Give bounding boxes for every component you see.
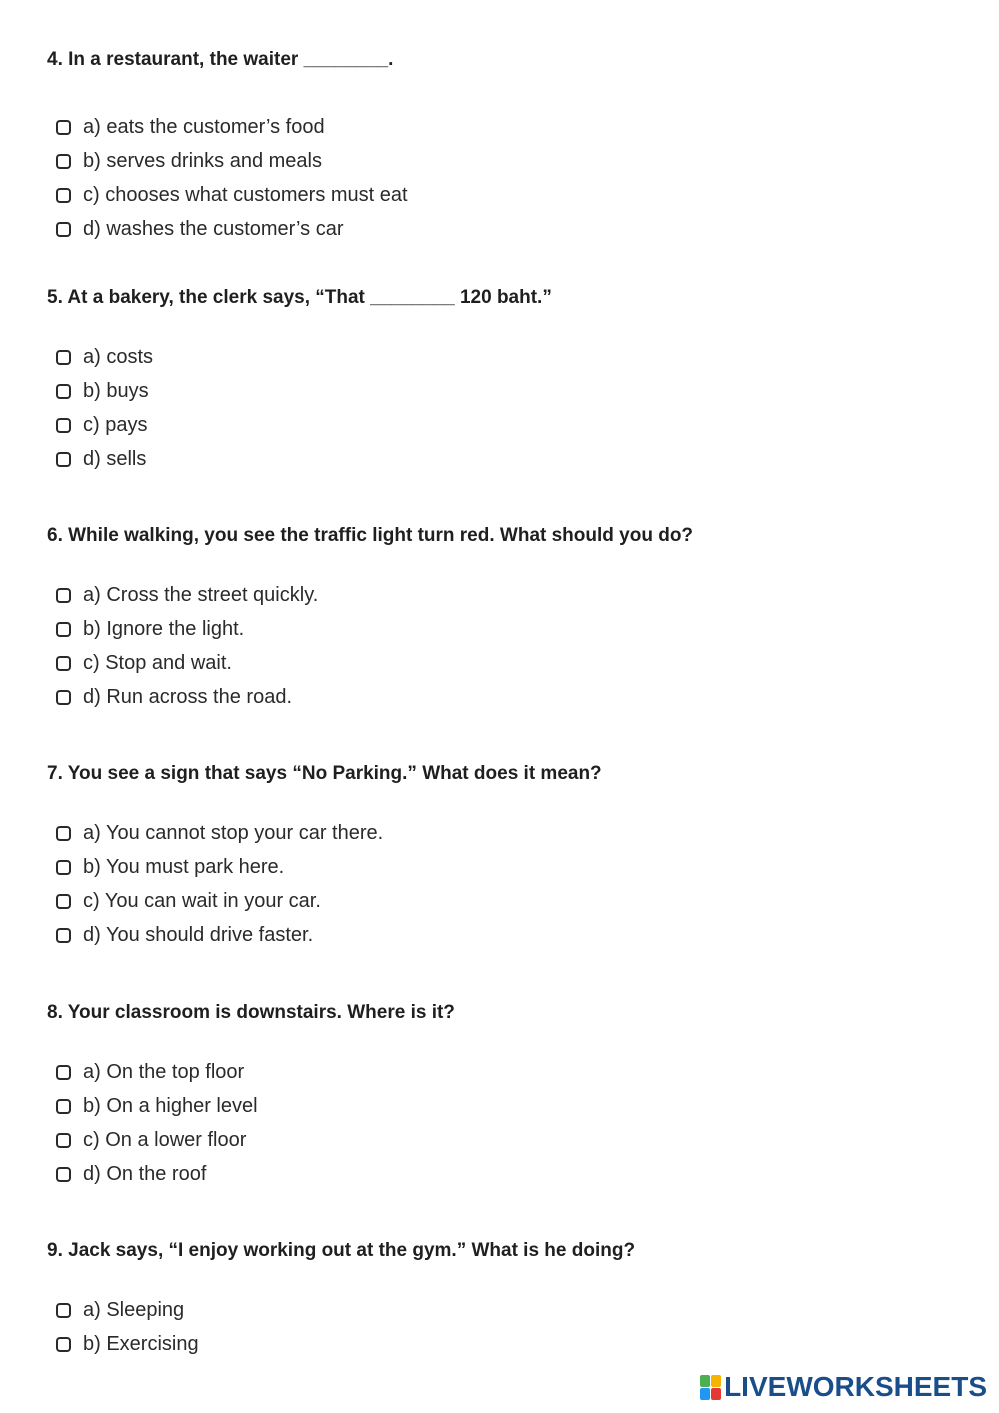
option-a[interactable] xyxy=(56,110,947,144)
options-list xyxy=(47,816,947,952)
question-text: 8. Your classroom is downstairs. Where is it? xyxy=(47,1002,455,1023)
option-label: d) You should drive faster. xyxy=(83,923,314,946)
logo-blocks-icon xyxy=(700,1375,721,1400)
option-c[interactable] xyxy=(56,884,947,918)
option-label: d) sells xyxy=(83,447,147,470)
logo-block xyxy=(700,1375,710,1387)
options-list xyxy=(47,578,947,714)
option-d[interactable] xyxy=(56,1157,947,1191)
logo-block xyxy=(700,1388,710,1400)
checkbox[interactable] xyxy=(56,222,71,237)
option-d[interactable] xyxy=(56,918,947,952)
option-b[interactable] xyxy=(56,850,947,884)
option-c[interactable] xyxy=(56,1123,947,1157)
option-label: c) chooses what customers must eat xyxy=(83,183,408,206)
option-a[interactable] xyxy=(56,1293,947,1327)
logo-block xyxy=(711,1375,721,1387)
option-c[interactable] xyxy=(56,178,947,212)
question-9 xyxy=(47,1239,947,1361)
checkbox[interactable] xyxy=(56,350,71,365)
option-label: c) pays xyxy=(83,413,148,436)
option-d[interactable] xyxy=(56,442,947,476)
option-label: b) Exercising xyxy=(83,1332,199,1355)
option-label: a) On the top floor xyxy=(83,1060,245,1083)
option-label: c) You can wait in your car. xyxy=(83,889,321,912)
option-label: a) Sleeping xyxy=(83,1298,185,1321)
checkbox[interactable] xyxy=(56,860,71,875)
option-label: c) Stop and wait. xyxy=(83,651,232,674)
option-c[interactable] xyxy=(56,408,947,442)
checkbox[interactable] xyxy=(56,588,71,603)
option-a[interactable] xyxy=(56,1055,947,1089)
logo-text: LIVEWORKSHEETS xyxy=(724,1371,987,1402)
question-4 xyxy=(47,48,947,246)
question-text: 5. At a bakery, the clerk says, “That ________ 120 baht.” xyxy=(47,287,552,308)
liveworksheets-logo xyxy=(700,1371,987,1403)
option-c[interactable] xyxy=(56,646,947,680)
option-b[interactable] xyxy=(56,374,947,408)
checkbox[interactable] xyxy=(56,1099,71,1114)
question-6 xyxy=(47,524,947,714)
option-label: a) costs xyxy=(83,345,154,368)
option-label: a) Cross the street quickly. xyxy=(83,583,319,606)
option-a[interactable] xyxy=(56,816,947,850)
options-list xyxy=(47,1055,947,1191)
option-label: c) On a lower floor xyxy=(83,1128,247,1151)
checkbox[interactable] xyxy=(56,188,71,203)
option-d[interactable] xyxy=(56,680,947,714)
checkbox[interactable] xyxy=(56,1065,71,1080)
checkbox[interactable] xyxy=(56,894,71,909)
options-list xyxy=(47,110,947,246)
checkbox[interactable] xyxy=(56,1303,71,1318)
question-8 xyxy=(47,1001,947,1191)
checkbox[interactable] xyxy=(56,452,71,467)
option-label: b) You must park here. xyxy=(83,855,285,878)
option-a[interactable] xyxy=(56,340,947,374)
checkbox[interactable] xyxy=(56,120,71,135)
option-d[interactable] xyxy=(56,212,947,246)
checkbox[interactable] xyxy=(56,1337,71,1352)
question-5 xyxy=(47,286,947,476)
option-a[interactable] xyxy=(56,578,947,612)
checkbox[interactable] xyxy=(56,1133,71,1148)
options-list xyxy=(47,1293,947,1361)
question-7 xyxy=(47,762,947,952)
logo-block xyxy=(711,1388,721,1400)
option-label: b) Ignore the light. xyxy=(83,617,245,640)
option-b[interactable] xyxy=(56,1089,947,1123)
option-label: d) Run across the road. xyxy=(83,685,292,708)
checkbox[interactable] xyxy=(56,690,71,705)
option-b[interactable] xyxy=(56,612,947,646)
question-text: 6. While walking, you see the traffic light turn red. What should you do? xyxy=(47,525,694,546)
option-label: a) eats the customer’s food xyxy=(83,115,325,138)
checkbox[interactable] xyxy=(56,656,71,671)
option-label: d) washes the customer’s car xyxy=(83,217,344,240)
checkbox[interactable] xyxy=(56,826,71,841)
checkbox[interactable] xyxy=(56,1167,71,1182)
option-b[interactable] xyxy=(56,1327,947,1361)
option-label: b) buys xyxy=(83,379,149,402)
option-label: d) On the roof xyxy=(83,1162,207,1185)
question-text: 9. Jack says, “I enjoy working out at the gym.” What is he doing? xyxy=(47,1240,636,1261)
checkbox[interactable] xyxy=(56,622,71,637)
checkbox[interactable] xyxy=(56,928,71,943)
option-label: b) On a higher level xyxy=(83,1094,258,1117)
option-label: b) serves drinks and meals xyxy=(83,149,322,172)
options-list xyxy=(47,340,947,476)
checkbox[interactable] xyxy=(56,384,71,399)
question-text: 7. You see a sign that says “No Parking.” What does it mean? xyxy=(47,763,602,784)
option-b[interactable] xyxy=(56,144,947,178)
checkbox[interactable] xyxy=(56,418,71,433)
question-text: 4. In a restaurant, the waiter ________. xyxy=(47,49,394,70)
checkbox[interactable] xyxy=(56,154,71,169)
option-label: a) You cannot stop your car there. xyxy=(83,821,384,844)
